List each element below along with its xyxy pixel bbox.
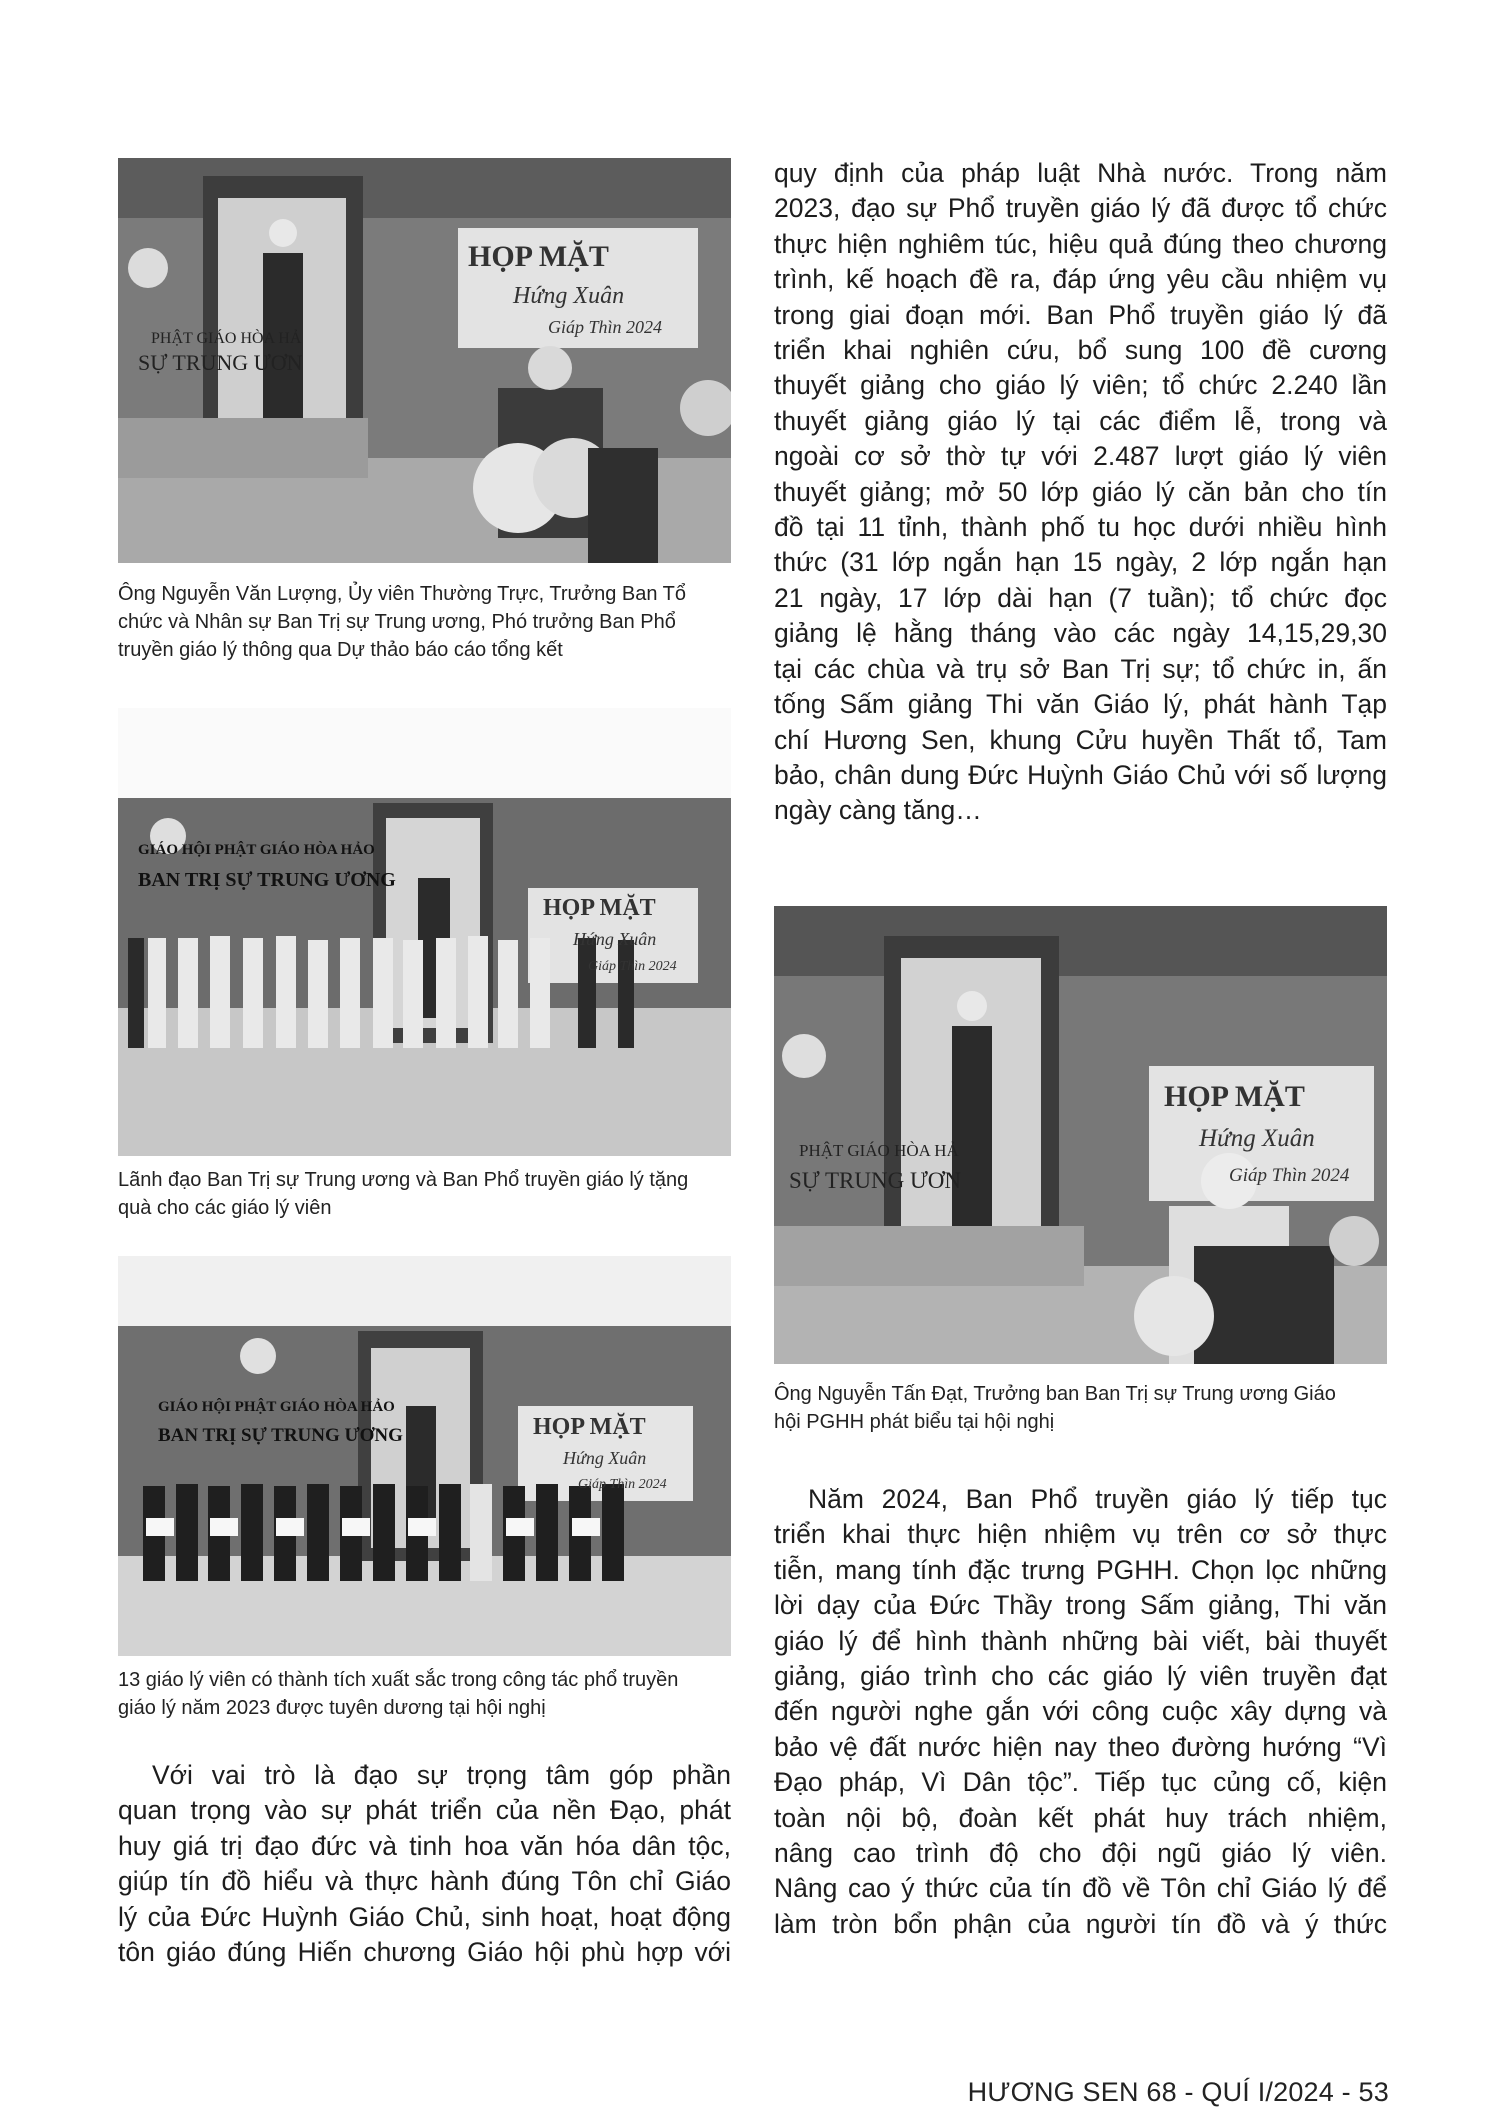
text-line: 21 ngày, 17 lớp dài hạn (7 tuần); tổ chức đọc bbox=[774, 582, 1387, 613]
text-line: chí Hương Sen, khung Cửu huyền Thất tổ, Tam bbox=[774, 724, 1387, 755]
text-line: bảo vệ đất nước hiện nay theo đường hướng “Vì bbox=[774, 1731, 1387, 1762]
banner-subtitle: Hứng Xuân bbox=[563, 1448, 647, 1468]
text-line: triển khai thực hiện nhiệm vụ trên cơ sở thực bbox=[774, 1519, 1387, 1550]
banner-year: Giáp Thìn 2024 bbox=[548, 317, 663, 337]
text-line: thuyết giảng cho giáo lý viên; tổ chức 2.240 lần bbox=[774, 370, 1387, 401]
text-line: nâng cao trình độ cho đội ngũ giáo lý viên. bbox=[774, 1838, 1387, 1869]
caption-line: hội PGHH phát biểu tại hội nghị bbox=[774, 1411, 1055, 1433]
banner-title: HỌP MẶT bbox=[533, 1414, 646, 1440]
text-line: đến người nghe gắn với công cuộc xây dựng và bbox=[774, 1696, 1387, 1727]
banner-year: Giáp Thìn 2024 bbox=[588, 959, 677, 974]
text-line: lý của Đức Huỳnh Giáo Chủ, sinh hoạt, hoạt động bbox=[118, 1901, 731, 1932]
text-line: tiễn, mang tính đặc trưng PGHH. Chọn lọc những bbox=[774, 1554, 1387, 1585]
caption-photo-4 bbox=[774, 1380, 1336, 1436]
banner-subtitle: Hứng Xuân bbox=[573, 929, 657, 949]
photo-speaker-2 bbox=[774, 906, 1387, 1364]
text-line: thuyết giảng giáo lý tại các điểm lễ, trong và bbox=[774, 405, 1387, 436]
wall-text-2: SỰ TRUNG ƯƠN bbox=[138, 350, 303, 375]
text-line: giảng lệ hằng tháng vào các ngày 14,15,29,30 bbox=[774, 618, 1387, 649]
right-paragraph-1 bbox=[774, 156, 1387, 829]
wall-text-1: PHẬT GIÁO HÒA HẢ bbox=[151, 330, 302, 347]
caption-line: 13 giáo lý viên có thành tích xuất sắc trong công tác phổ truyền bbox=[118, 1669, 679, 1691]
text-line: giáo lý để hình thành những bài viết, bài thuyết bbox=[774, 1625, 1387, 1656]
wall-text-2: BAN TRỊ SỰ TRUNG ƯƠNG bbox=[158, 1425, 403, 1446]
photo-gift-presentation bbox=[118, 708, 731, 1156]
banner-title: HỌP MẶT bbox=[468, 240, 609, 273]
text-line: trình, kế hoạch đề ra, đáp ứng yêu cầu nhiệm vụ bbox=[774, 264, 1387, 295]
left-paragraph bbox=[118, 1758, 731, 1970]
text-line: trong giai đoạn mới. Ban Phổ truyền giáo lý đã bbox=[774, 299, 1387, 330]
banner-subtitle: Hứng Xuân bbox=[513, 283, 625, 309]
text-line: thức (31 lớp ngắn hạn 15 ngày, 2 lớp ngắn hạn bbox=[774, 547, 1387, 578]
caption-line: Lãnh đạo Ban Trị sự Trung ương và Ban Phổ truyền giáo lý tặng bbox=[118, 1169, 689, 1191]
text-line: làm tròn bổn phận của người tín đồ và ý thức bbox=[774, 1908, 1387, 1939]
wall-text-1: GIÁO HỘI PHẬT GIÁO HÒA HẢO bbox=[138, 842, 375, 858]
text-line: đồ tại 11 tỉnh, thành phố tu học dưới nhiều hình bbox=[774, 512, 1387, 543]
caption-line: Ông Nguyễn Văn Lượng, Ủy viên Thường Trực, Trưởng Ban Tổ bbox=[118, 583, 686, 605]
text-line: triển khai nghiên cứu, bổ sung 100 đề cương bbox=[774, 335, 1387, 366]
text-line: Với vai trò là đạo sự trọng tâm góp phần bbox=[152, 1760, 731, 1790]
wall-text-1: PHẬT GIÁO HÒA HẢ bbox=[799, 1141, 959, 1160]
text-line: Năm 2024, Ban Phổ truyền giáo lý tiếp tục bbox=[808, 1484, 1387, 1514]
text-line: thuyết giảng; mở 50 lớp giáo lý căn bản cho tín bbox=[774, 476, 1387, 507]
text-line: giúp tín đồ hiểu và thực hành đúng Tôn chỉ Giáo bbox=[118, 1866, 731, 1897]
text-line: huy giá trị đạo đức và tinh hoa văn hóa dân tộc, bbox=[118, 1830, 731, 1861]
caption-line: giáo lý năm 2023 được tuyên dương tại hội nghị bbox=[118, 1697, 546, 1719]
text-line: quy định của pháp luật Nhà nước. Trong năm bbox=[774, 158, 1387, 188]
text-line: ngày càng tăng… bbox=[774, 795, 982, 826]
photo-honored-teachers bbox=[118, 1256, 731, 1656]
photo-speaker-1 bbox=[118, 158, 731, 563]
text-line: bảo, chân dung Đức Huỳnh Giáo Chủ với số lượng bbox=[774, 759, 1387, 790]
text-line: tôn giáo đúng Hiến chương Giáo hội phù hợp với bbox=[118, 1937, 731, 1968]
banner-title: HỌP MẶT bbox=[543, 895, 656, 921]
caption-line: truyền giáo lý thông qua Dự thảo báo cáo tổng kết bbox=[118, 639, 563, 661]
text-line: 2023, đạo sự Phổ truyền giáo lý đã được tổ chức bbox=[774, 193, 1387, 224]
banner-title: HỌP MẶT bbox=[1164, 1080, 1305, 1113]
caption-photo-3 bbox=[118, 1666, 678, 1722]
text-line: giảng, giáo trình cho các giáo lý viên truyền đạt bbox=[774, 1661, 1387, 1692]
right-paragraph-2 bbox=[774, 1482, 1387, 1942]
caption-photo-2 bbox=[118, 1166, 688, 1222]
text-line: thực hiện nghiêm túc, hiệu quả đúng theo chương bbox=[774, 228, 1387, 259]
wall-text-1: GIÁO HỘI PHẬT GIÁO HÒA HẢO bbox=[158, 1399, 395, 1415]
text-line: lời dạy của Đức Thầy trong Sấm giảng, Thi văn bbox=[774, 1590, 1387, 1621]
text-line: tống Sấm giảng Thi văn Giáo lý, phát hành Tạp bbox=[774, 689, 1387, 720]
caption-line: quà cho các giáo lý viên bbox=[118, 1197, 332, 1219]
caption-line: chức và Nhân sự Ban Trị sự Trung ương, Phó trưởng Ban Phổ bbox=[118, 611, 676, 633]
caption-photo-1 bbox=[118, 580, 686, 664]
banner-year: Giáp Thìn 2024 bbox=[578, 1477, 667, 1492]
page-footer: HƯƠNG SEN 68 - QUÍ I/2024 - 53 bbox=[967, 2077, 1389, 2107]
text-line: toàn nội bộ, đoàn kết phát huy trách nhiệm, bbox=[774, 1802, 1387, 1833]
text-line: tại các chùa và trụ sở Ban Trị sự; tổ chức in, ấn bbox=[774, 653, 1387, 684]
wall-text-2: BAN TRỊ SỰ TRUNG ƯƠNG bbox=[138, 869, 396, 891]
text-line: ngoài cơ sở thờ tự với 2.487 lượt giáo lý viên bbox=[774, 441, 1387, 472]
text-line: Nâng cao ý thức của tín đồ về Tôn chỉ Giáo lý để bbox=[774, 1873, 1387, 1904]
text-line: Đạo pháp, Vì Dân tộc”. Tiếp tục củng cố, kiện bbox=[774, 1767, 1387, 1798]
text-line: quan trọng vào sự phát triển của nền Đạo, phát bbox=[118, 1795, 731, 1826]
wall-text-2: SỰ TRUNG ƯƠN bbox=[789, 1168, 962, 1193]
banner-subtitle: Hứng Xuân bbox=[1199, 1125, 1315, 1152]
banner-year: Giáp Thìn 2024 bbox=[1229, 1165, 1350, 1186]
caption-line: Ông Nguyễn Tấn Đạt, Trưởng ban Ban Trị sự Trung ương Giáo bbox=[774, 1383, 1336, 1405]
